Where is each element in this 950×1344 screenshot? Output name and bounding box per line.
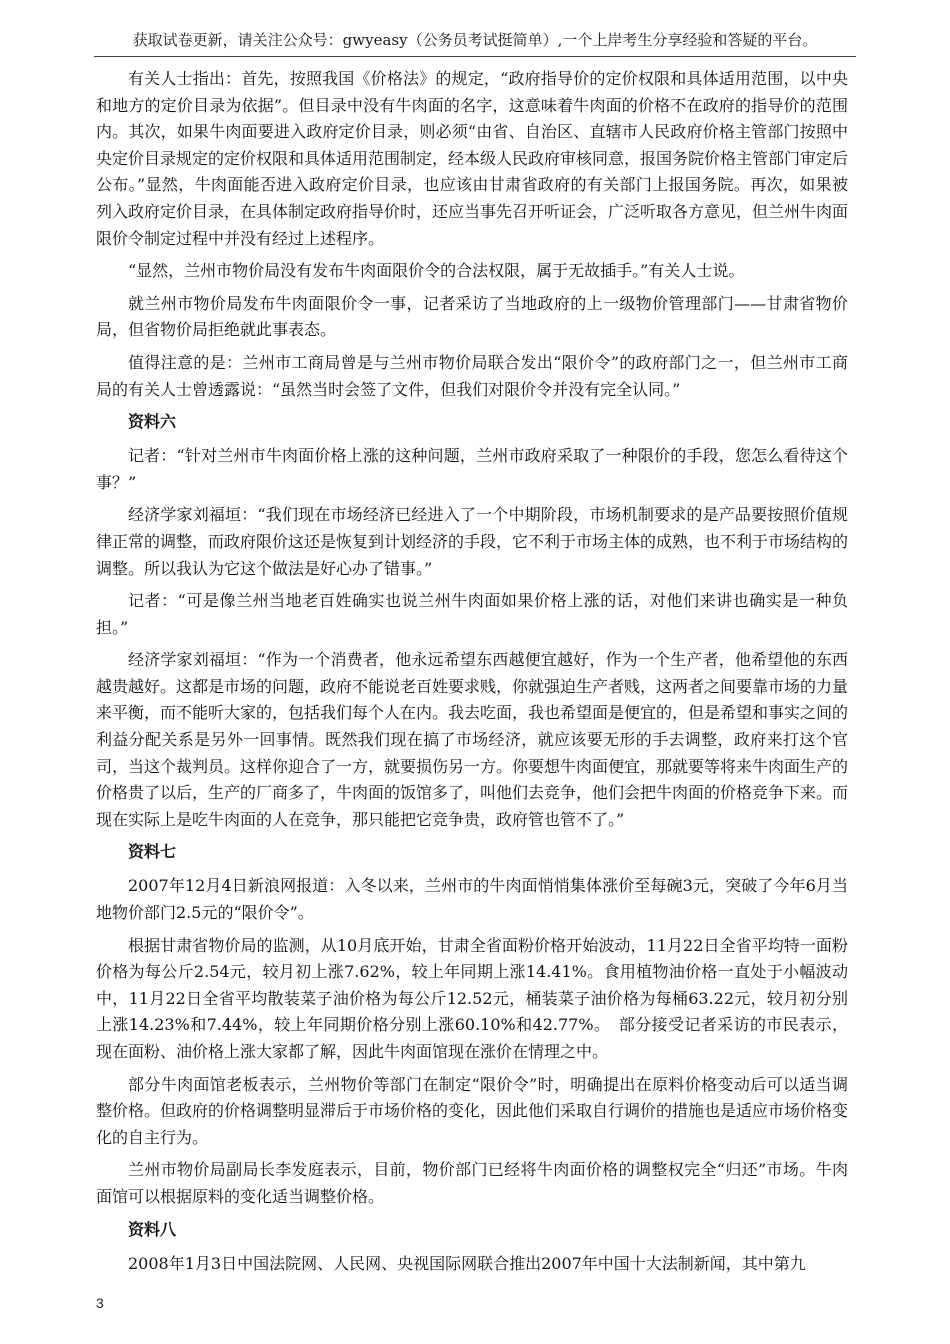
paragraph: “显然，兰州市物价局没有发布牛肉面限价令的合法权限，属于无故插手。”有关人士说。 xyxy=(128,261,745,281)
paragraph: 兰州市物价局副局长李发庭表示，目前，物价部门已经将牛肉面价格的调整权完全“归还”市场。牛肉面馆可以根据原料的变化适当调整价格。 xyxy=(96,1160,848,1206)
header-notice: 获取试卷更新，请关注公众号：gwyeasy（公务员考试挺简单）,一个上岸考生分享经验和答疑的平台。 xyxy=(132,31,818,49)
header-divider xyxy=(94,56,856,57)
paragraph: 经济学家刘福垣：“我们现在市场经济已经进入了一个中期阶段，市场机制要求的是产品要按照价值规律正常的调整，而政府限价这还是恢复到计划经济的手段，它不利于市场主体的成熟，也不利于市场结构的调整。所以我认为它这个做法是好心办了错事。” xyxy=(96,505,849,578)
document-body xyxy=(96,66,848,1283)
section-title-6: 资料六 xyxy=(128,412,177,432)
paragraph: 有关人士指出：首先，按照我国《价格法》的规定，“政府指导价的定价权限和具体适用范围，以中央和地方的定价目录为依据”。但目录中没有牛肉面的名字，这意味着牛肉面的价格不在政府的指导价的范围内。其次，如果牛肉面要进入政府定价目录，则必须“由省、自治区、直辖市人民政府价格主管部门按照中央定价目录规定的定价权限和具体适用范围制定，经本级人民政府审核同意，报国务院价格主管部门审定后公布。”显然，牛肉面能否进入政府定价目录，也应该由甘肃省政府的有关部门上报国务院。再次，如果被列入政府定价目录，在具体制定政府指导价时，还应当事先召开听证会，广泛听取各方意见，但兰州牛肉面限价令制定过程中并没有经过上述程序。 xyxy=(96,69,849,248)
paragraph: 经济学家刘福垣：“作为一个消费者，他永远希望东西越便宜越好，作为一个生产者，他希望他的东西越贵越好。这都是市场的问题，政府不能说老百姓要求贱，你就强迫生产者贱，这两者之间要靠市场的力量来平衡，而不能听大家的，包括我们每个人在内。我去吃面，我也希望面是便宜的，但是希望和事实之间的利益分配关系是另外一回事情。既然我们现在搞了市场经济，就应该要无形的手去调整，政府来打这个官司，当这个裁判员。这样你迎合了一方，就要损伤另一方。你要想牛肉面便宜，那就要等将来牛肉面生产的价格贵了以后，生产的厂商多了，牛肉面的饭馆多了，叫他们去竞争，他们会把牛肉面的价格竞争下来。而现在实际上是吃牛肉面的人在竞争，那只能把它竞争贵，政府管也管不了。” xyxy=(96,650,849,829)
paragraph: 记者：“针对兰州市牛肉面价格上涨的这种问题，兰州市政府采取了一种限价的手段，您怎么看待这个事？” xyxy=(96,446,848,492)
paragraph: 就兰州市物价局发布牛肉面限价令一事，记者采访了当地政府的上一级物价管理部门——甘肃省物价局，但省物价局拒绝就此事表态。 xyxy=(96,293,848,340)
paragraph: 2007年12月4日新浪网报道：入冬以来，兰州市的牛肉面悄悄集体涨价至每碗3元，突破了今年6月当地物价部门2.5元的“限价令”。 xyxy=(96,876,848,923)
paragraph: 2008年1月3日中国法院网、人民网、央视国际网联合推出2007年中国十大法制新闻，其中第九 xyxy=(128,1253,806,1273)
paragraph: 根据甘肃省物价局的监测，从10月底开始，甘肃全省面粉价格开始波动，11月22日全省平均特一面粉价格为每公斤2.54元，较月初上涨7.62%，较上年同期上涨14.41%。食用植物油价格一直处于小幅波动中，11月22日全省平均散装菜子油价格为每公斤12.52元，桶装菜子油价格为每桶63.22元，较月初分别上涨14.23%和7.44%，较上年同期价格分别上涨60.10%和42.77%。 部分接受记者采访的市民表示，现在面粉、油价格上涨大家都了解，因此牛肉面馆现在涨价在情理之中。 xyxy=(96,935,848,1061)
paragraph: 值得注意的是：兰州市工商局曾是与兰州市物价局联合发出“限价令”的政府部门之一，但兰州市工商局的有关人士曾透露说：“虽然当时会签了文件，但我们对限价令并没有完全认同。” xyxy=(96,352,848,399)
page-number: 3 xyxy=(96,1295,104,1311)
paragraph: 记者：“可是像兰州当地老百姓确实也说兰州牛肉面如果价格上涨的话，对他们来讲也确实是一种负担。” xyxy=(96,591,848,637)
section-title-7: 资料七 xyxy=(128,842,177,862)
paragraph: 部分牛肉面馆老板表示，兰州物价等部门在制定“限价令”时，明确提出在原料价格变动后可以适当调整价格。但政府的价格调整明显滞后于市场价格的变化，因此他们采取自行调价的措施也是适应市场价格变化的自主行为。 xyxy=(96,1074,849,1147)
section-title-8: 资料八 xyxy=(128,1219,177,1239)
